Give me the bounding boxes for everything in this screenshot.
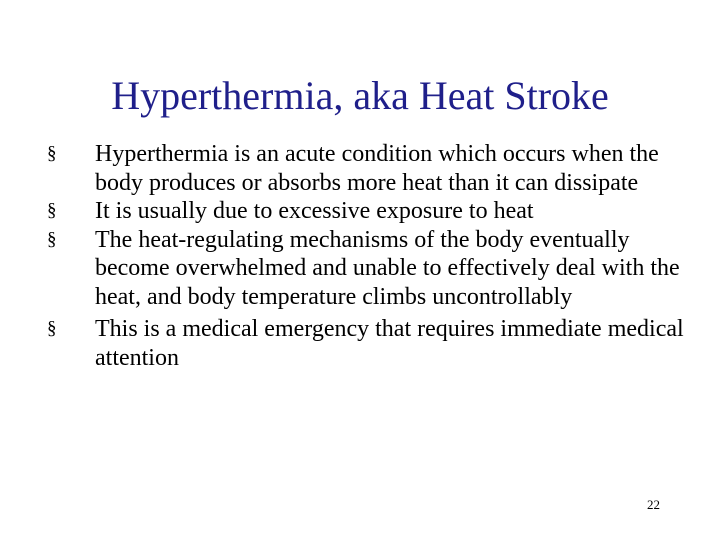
bullet-marker-icon: § [47, 228, 57, 250]
bullet-item-1 [44, 140, 684, 197]
bullet-text-3: The heat-regulating mechanisms of the body eventually become overwhelmed and unable to effectively deal with the heat, and body temperature climbs uncontrollably [95, 226, 680, 310]
bullet-text-1: Hyperthermia is an acute condition which occurs when the body produces or absorbs more heat than it can dissipate [95, 141, 659, 196]
bullet-item-4 [44, 315, 684, 372]
bullet-marker-icon: § [47, 143, 57, 164]
bullet-text-2: It is usually due to excessive exposure to heat [95, 198, 534, 224]
bullet-item-3 [44, 226, 684, 312]
page-number: 22 [647, 497, 660, 512]
bullet-marker-icon: § [47, 318, 57, 339]
bullet-marker-icon: § [47, 200, 57, 221]
bullet-text-4: This is a medical emergency that requires immediate medical attention [95, 316, 684, 371]
bullet-item-2 [44, 197, 684, 226]
bullet-list [44, 140, 684, 372]
slide-title: Hyperthermia, aka Heat Stroke [111, 73, 609, 118]
